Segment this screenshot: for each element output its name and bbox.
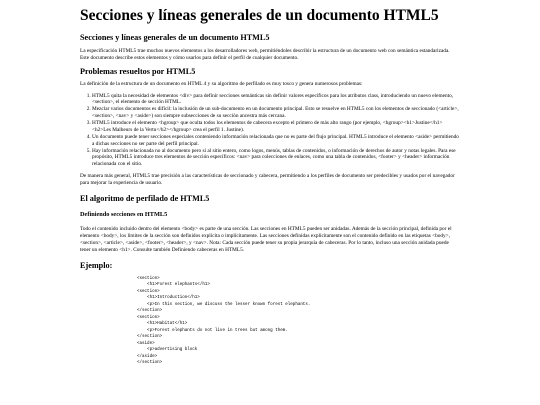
list-item: 1. HTML5 quita la necesidad de elementos <div> para definir secciones semánticas sin definir valores específicos para los atributos class, introduciendo un nuevo elemento, <section>, el elemento de sección HTML. (92, 93, 460, 107)
intro-paragraph: La especificación HTML5 trae muchos nuevos elementos a los desarrolladores web, permitiéndoles describir la estructura de un documento web con semántica estandarizada. Este documento describe estos elementos y cómo usarlos para definir el perfil de cualquier documento. (80, 47, 450, 61)
problems-intro: La definición de la estructura de un documento en HTML 4 y su algoritmo de perfilado es muy tosco y genera numerosos problemas: (80, 80, 363, 87)
defining-heading: Definiendo secciones en HTML5 (80, 211, 168, 219)
problems-heading: Problemas resueltos por HTML5 (80, 66, 196, 76)
problems-outro: De manera más general, HTML5 trae precisión a las características de seccionado y cabecera, permitiendo a los perfiles de documento ser predecibles y usados por el navegador para mejorar la experiencia de usuario. (80, 173, 455, 187)
page-subtitle: Secciones y líneas generales de un documento HTML5 (80, 32, 270, 42)
example-heading: Ejemplo: (80, 260, 113, 270)
list-item: 2. Mezclar varios documentos es difícil: la inclusión de un sub-documento en un documento principal. Esto se resuelve en HTML5 con los elementos de seccionado (<article>, <section>, <nav> y <aside>) son siempre subsecciones de su sección ancestra más cercana. (92, 106, 460, 120)
defining-paragraph: Todo el contenido incluido dentro del elemento <body> es parte de una sección. Las secciones en HTML5 pueden ser anidadas. Además de la sección principal, definida por el elemento <body>, los límites de la sección son definidos explícita o implícitamente. Las secciones definidas explícitamente son el contenido definido en las etiquetas <body>, <section>, <article>, <aside>, <footer>, <header>, y <nav>. Nota: Cada sección puede tener su propia jerarquía de cabeceras. Por lo tanto, incluso una sección anidada puede tener un elemento <h1>. Consulte también Definiendo cabeceras en HTML5. (80, 225, 452, 253)
page-title: Secciones y líneas generales de un documento HTML5 (80, 7, 439, 24)
problems-list (80, 93, 460, 169)
code-example: <section> <h1>Forest elephants</h1> <section> <h1>Introduction</h1> <p>In this section, we discuss the lesser known forest elephants. </section> <section> <h1>Habitat</h1> <p>Forest elephants do not live in trees but among them. </section> <aside> <p>advertising block </aside> </section> (137, 276, 311, 366)
list-item: 5. Hay información relacionada no al documento pero sí al sitio entero, como logos, menús, tablas de contenidos, o información de derechos de autor y notas legales. Para ese propósito, HTML5 introduce tres elementos de sección específicos: <nav> para colecciones de enlaces, como una tabla de contenidos, <footer> y <header> información relacionada con el sitio. (92, 148, 460, 169)
list-item: 4. Un documento puede tener secciones especiales conteniendo información relacionada que no es parte del flujo principal. HTML5 introduce el elemento <aside> permitiendo a dichas secciones no ser parte del perfil principal. (92, 134, 460, 148)
list-item: 3. HTML5 introduce el elemento <hgroup> que oculta todos los elementos de cabecera excepto el primero de más alto rango (por ejemplo, <hgroup><h1>Justine</h1><h2>Les Malheurs de la Vertu</h2></hgroup> crea el perfil 1. Justine). (92, 120, 460, 134)
algorithm-heading: El algoritmo de perfilado de HTML5 (80, 194, 210, 204)
